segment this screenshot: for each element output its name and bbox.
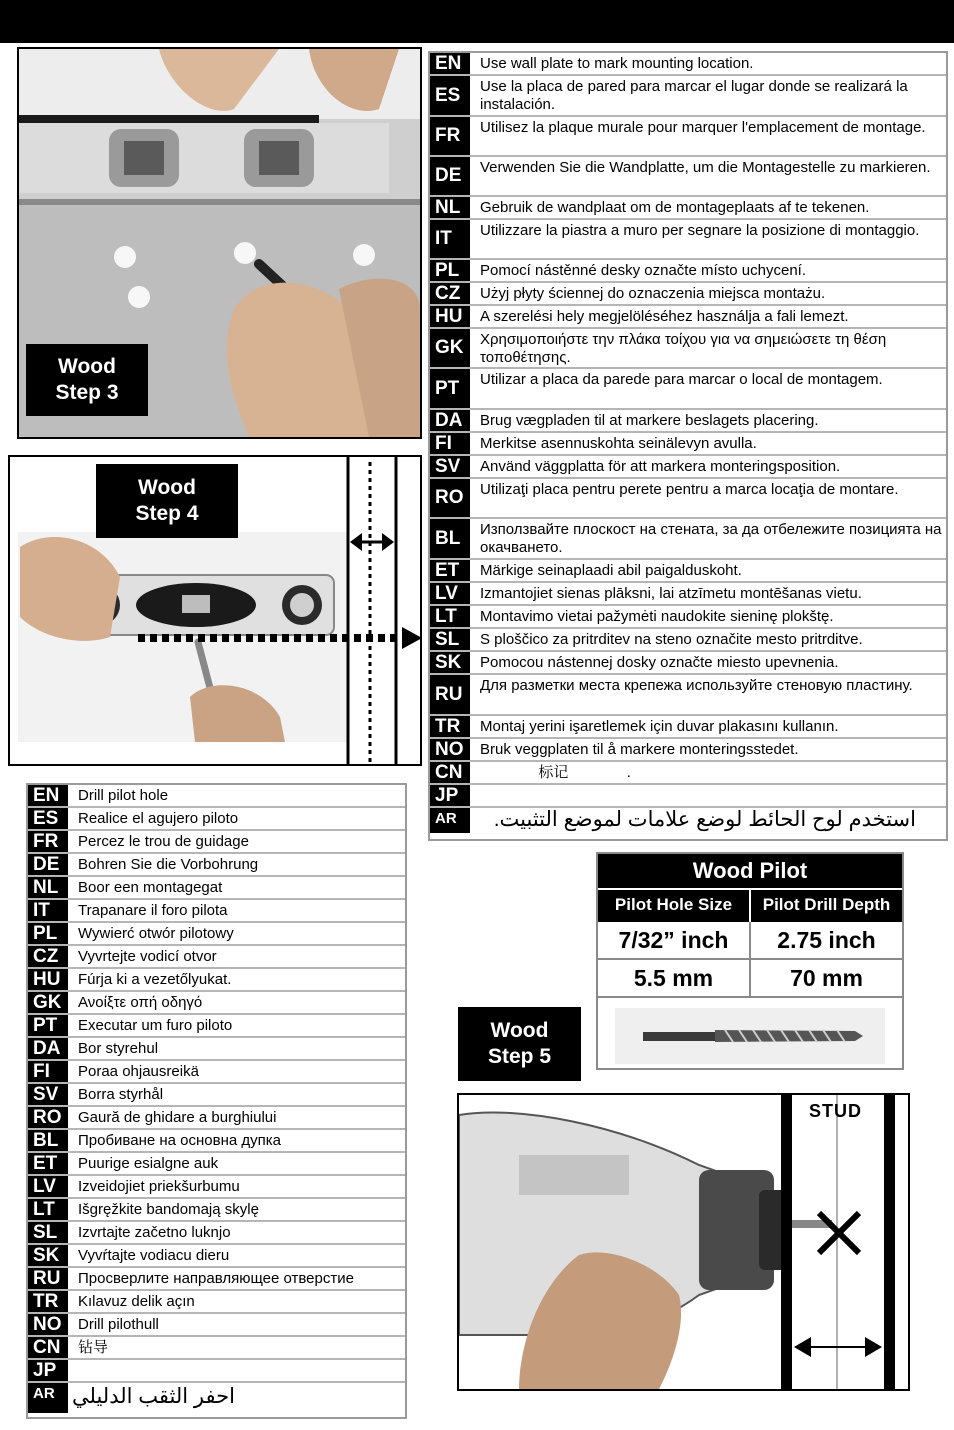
lang-code: NL	[430, 197, 474, 218]
wood-pilot-row-inch	[598, 922, 902, 960]
lang-code: ET	[28, 1153, 72, 1174]
drill-pilot-language-table	[26, 783, 407, 1419]
lang-code: JP	[430, 785, 474, 806]
lang-row-bl	[28, 1130, 405, 1153]
lang-text: Bohren Sie die Vorbohrung	[78, 856, 259, 873]
wood-pilot-title: Wood Pilot	[598, 854, 902, 888]
lang-row-it	[430, 220, 946, 260]
lang-text: Išgręžkite bandomają skylę	[78, 1201, 259, 1218]
lang-text	[474, 785, 946, 806]
lang-text	[72, 1360, 405, 1381]
lang-code: FR	[28, 831, 72, 852]
lang-row-fi	[430, 433, 946, 456]
lang-row-fr	[28, 831, 405, 854]
lang-code: PT	[430, 369, 474, 408]
lang-row-ro	[430, 479, 946, 519]
step4-line2: Step 4	[135, 502, 199, 525]
step3-line1: Wood	[58, 355, 116, 378]
lang-text: Percez le trou de guidage	[78, 833, 249, 850]
lang-code: RO	[28, 1107, 72, 1128]
lang-text: S ploščico za pritrditev na steno označite mesto pritrditve.	[480, 631, 863, 648]
lang-text: Utilizar a placa da parede para marcar o local de montagem.	[480, 371, 883, 388]
lang-code: IT	[430, 220, 474, 258]
lang-row-lv	[28, 1176, 405, 1199]
lang-code: EN	[28, 785, 72, 806]
wood-pilot-row-mm	[598, 960, 902, 998]
lang-row-es	[28, 808, 405, 831]
lang-text: Pomocou nástennej dosky označte miesto upevnenia.	[480, 654, 839, 671]
lang-row-de	[430, 157, 946, 197]
lang-code: CN	[28, 1337, 72, 1358]
mark-location-language-table	[428, 51, 948, 841]
lang-row-ru	[430, 675, 946, 716]
lang-row-pl	[28, 923, 405, 946]
header-pilot-hole-size: Pilot Hole Size	[598, 890, 751, 922]
lang-text: Utilisez la plaque murale pour marquer l'emplacement de montage.	[480, 119, 926, 136]
lang-row-de	[28, 854, 405, 877]
lang-code: LT	[28, 1199, 72, 1220]
stud-label: STUD	[809, 1101, 862, 1121]
lang-row-da	[28, 1038, 405, 1061]
lang-code: PT	[28, 1015, 72, 1036]
lang-code: EN	[430, 53, 474, 74]
lang-code: IT	[28, 900, 72, 921]
pilot-size-inch: 7/32” inch	[598, 922, 751, 958]
lang-row-sl	[430, 629, 946, 652]
wood-pilot-table	[596, 852, 904, 1070]
lang-row-pt	[430, 369, 946, 410]
lang-text: Borra styrhål	[78, 1086, 164, 1103]
lang-text: Puurige esialgne auk	[78, 1155, 219, 1172]
step4-line1: Wood	[138, 476, 196, 499]
lang-code: BL	[28, 1130, 72, 1151]
lang-row-tr	[430, 716, 946, 739]
lang-text: 钻导	[78, 1339, 109, 1356]
lang-text: Use la placa de pared para marcar el lugar donde se realizará la instalación.	[480, 78, 908, 113]
lang-row-gk	[430, 329, 946, 369]
lang-row-nl	[28, 877, 405, 900]
lang-code: SL	[28, 1222, 72, 1243]
lang-row-sk	[28, 1245, 405, 1268]
lang-row-en	[28, 785, 405, 808]
lang-code: DE	[28, 854, 72, 875]
lang-text: Drill pilot hole	[78, 787, 169, 804]
lang-row-es	[430, 76, 946, 117]
lang-row-bl	[430, 519, 946, 560]
lang-text: Използвайте плоскост на стената, за да отбележите позицията на окачването.	[480, 521, 942, 556]
pilot-depth-mm: 70 mm	[790, 965, 863, 991]
step5-line2: Step 5	[487, 1045, 552, 1068]
lang-code: RU	[430, 675, 474, 714]
lang-text: Utilizaţi placa pentru perete pentru a marca locaţia de montare.	[480, 481, 899, 498]
header-pilot-drill-depth: Pilot Drill Depth	[762, 895, 891, 914]
lang-code: SL	[430, 629, 474, 650]
lang-code: LT	[430, 606, 474, 627]
lang-text: Märkige seinaplaadi abil paigalduskoht.	[480, 562, 742, 579]
lang-code: GK	[28, 992, 72, 1013]
lang-code: NL	[28, 877, 72, 898]
lang-text: Vyvŕtajte vodiacu dieru	[78, 1247, 230, 1264]
lang-code: ES	[430, 76, 474, 115]
lang-code: JP	[28, 1360, 72, 1381]
lang-row-pt	[28, 1015, 405, 1038]
lang-code: DA	[28, 1038, 72, 1059]
step5-photo	[457, 1093, 910, 1391]
lang-row-hu	[28, 969, 405, 992]
lang-code: HU	[28, 969, 72, 990]
lang-text: Izvrtajte začetno luknjo	[78, 1224, 231, 1241]
lang-text: Use wall plate to mark mounting location.	[480, 55, 754, 72]
pilot-depth-inch: 2.75 inch	[777, 927, 876, 953]
lang-row-pl	[430, 260, 946, 283]
lang-code: CZ	[430, 283, 474, 304]
lang-code: SK	[430, 652, 474, 673]
lang-code: SV	[28, 1084, 72, 1105]
lang-text: Fúrja ki a vezetőlyukat.	[78, 971, 232, 988]
lang-row-cn	[28, 1337, 405, 1360]
lang-text: Ανοίξτε οπή οδηγό	[78, 994, 203, 1011]
lang-text: Brug vægpladen til at markere beslagets placering.	[480, 412, 819, 429]
lang-row-ar	[28, 1383, 405, 1413]
lang-text: Bruk veggplaten til å markere monteringsstedet.	[480, 741, 799, 758]
step4-label	[96, 464, 238, 538]
lang-code: ES	[28, 808, 72, 829]
lang-code: FR	[430, 117, 474, 155]
lang-row-sk	[430, 652, 946, 675]
lang-code: TR	[430, 716, 474, 737]
lang-row-sl	[28, 1222, 405, 1245]
lang-text: Просверлите направляющее отверстие	[78, 1270, 354, 1287]
lang-row-en	[430, 53, 946, 76]
lang-code: PL	[430, 260, 474, 281]
lang-code: RU	[28, 1268, 72, 1289]
step5-line1: Wood	[490, 1019, 549, 1042]
lang-text: Utilizzare la piastra a muro per segnare la posizione di montaggio.	[480, 222, 920, 239]
lang-text: Vyvrtejte vodicí otvor	[78, 948, 217, 965]
lang-row-et	[430, 560, 946, 583]
lang-text: Trapanare il foro pilota	[78, 902, 228, 919]
lang-row-et	[28, 1153, 405, 1176]
pilot-size-mm: 5.5 mm	[598, 960, 751, 996]
drill-bit-image	[598, 998, 902, 1074]
lang-text: A szerelési hely megjelöléséhez használja a fali lemezt.	[480, 308, 849, 325]
lang-text: Realice el agujero piloto	[78, 810, 239, 827]
lang-row-cz	[430, 283, 946, 306]
lang-text: Bor styrehul	[78, 1040, 159, 1057]
lang-row-da	[430, 410, 946, 433]
step5-label	[458, 1007, 581, 1081]
lang-text: Verwenden Sie die Wandplatte, um die Montagestelle zu markieren.	[480, 159, 931, 176]
lang-code: SK	[28, 1245, 72, 1266]
lang-code: NO	[430, 739, 474, 760]
lang-text: Izmantojiet sienas plāksni, lai atzīmetu montēšanas vietu.	[480, 585, 862, 602]
lang-row-gk	[28, 992, 405, 1015]
lang-code: LV	[430, 583, 474, 604]
lang-code: AR	[28, 1383, 72, 1413]
drill-illustration	[459, 1095, 908, 1389]
lang-text: Для разметки места крепежа используйте стеновую пластину.	[480, 677, 913, 694]
lang-code: BL	[430, 519, 474, 558]
lang-row-it	[28, 900, 405, 923]
lang-text: Пробиване на основна дупка	[78, 1132, 282, 1149]
lang-row-no	[28, 1314, 405, 1337]
lang-row-sv	[430, 456, 946, 479]
lang-row-ru	[28, 1268, 405, 1291]
lang-row-cn	[430, 762, 946, 785]
lang-text: Χρησιμοποιήστε την πλάκα τοίχου για να σημειώσετε τη θέση τοποθέτησης.	[480, 331, 887, 366]
lang-code: ET	[430, 560, 474, 581]
lang-code: NO	[28, 1314, 72, 1335]
lang-text: Använd väggplatta för att markera monteringsposition.	[480, 458, 841, 475]
lang-text: Drill pilothull	[78, 1316, 159, 1333]
lang-row-fr	[430, 117, 946, 157]
lang-code: FI	[28, 1061, 72, 1082]
lang-code: TR	[28, 1291, 72, 1312]
lang-row-cz	[28, 946, 405, 969]
lang-code: AR	[430, 808, 474, 833]
lang-code: GK	[430, 329, 474, 367]
lang-row-jp	[28, 1360, 405, 1383]
lang-row-lt	[430, 606, 946, 629]
step3-line2: Step 3	[55, 381, 119, 404]
lang-text: Montavimo vietai pažymėti naudokite sieninę plokštę.	[480, 608, 834, 625]
lang-row-tr	[28, 1291, 405, 1314]
lang-row-no	[430, 739, 946, 762]
lang-text: Gaură de ghidare a burghiului	[78, 1109, 277, 1126]
lang-row-sv	[28, 1084, 405, 1107]
lang-row-lt	[28, 1199, 405, 1222]
lang-text: Poraa ohjausreikä	[78, 1063, 199, 1080]
lang-text: احفر الثقب الدليلي	[72, 1385, 235, 1408]
lang-code: SV	[430, 456, 474, 477]
lang-text: Pomocí nástěnné desky označte místo uchycení.	[480, 262, 807, 279]
lang-row-jp	[430, 785, 946, 808]
lang-text: Kılavuz delik açın	[78, 1293, 195, 1310]
lang-code: FI	[430, 433, 474, 454]
lang-row-fi	[28, 1061, 405, 1084]
lang-text: Użyj płyty ściennej do oznaczenia miejsca montażu.	[480, 285, 826, 302]
lang-code: HU	[430, 306, 474, 327]
lang-code: DA	[430, 410, 474, 431]
lang-code: LV	[28, 1176, 72, 1197]
header-bar	[0, 0, 954, 43]
lang-text: Boor een montagegat	[78, 879, 223, 896]
lang-text: Montaj yerini işaretlemek için duvar plakasını kullanın.	[480, 718, 839, 735]
lang-code: CN	[430, 762, 474, 783]
lang-row-lv	[430, 583, 946, 606]
lang-text: 标记 .	[480, 764, 631, 781]
step4-photo	[8, 455, 422, 766]
lang-code: DE	[430, 157, 474, 195]
lang-code: PL	[28, 923, 72, 944]
lang-code: CZ	[28, 946, 72, 967]
lang-row-ar	[430, 808, 946, 833]
lang-row-nl	[430, 197, 946, 220]
lang-text: Gebruik de wandplaat om de montageplaats af te tekenen.	[480, 199, 870, 216]
lang-text: استخدم لوح الحائط لوضع علامات لموضع التثبيت.	[493, 808, 916, 831]
lang-text: Izveidojiet priekšurbumu	[78, 1178, 240, 1195]
step3-label	[26, 344, 148, 416]
lang-text: Wywierć otwór pilotowy	[78, 925, 234, 942]
lang-text: Executar um furo piloto	[78, 1017, 233, 1034]
drill-bit-icon	[615, 1008, 885, 1064]
lang-text: Merkitse asennuskohta seinälevyn avulla.	[480, 435, 757, 452]
lang-row-hu	[430, 306, 946, 329]
step3-photo	[17, 47, 422, 439]
wood-pilot-header-row	[598, 888, 902, 922]
lang-code: RO	[430, 479, 474, 517]
lang-row-ro	[28, 1107, 405, 1130]
